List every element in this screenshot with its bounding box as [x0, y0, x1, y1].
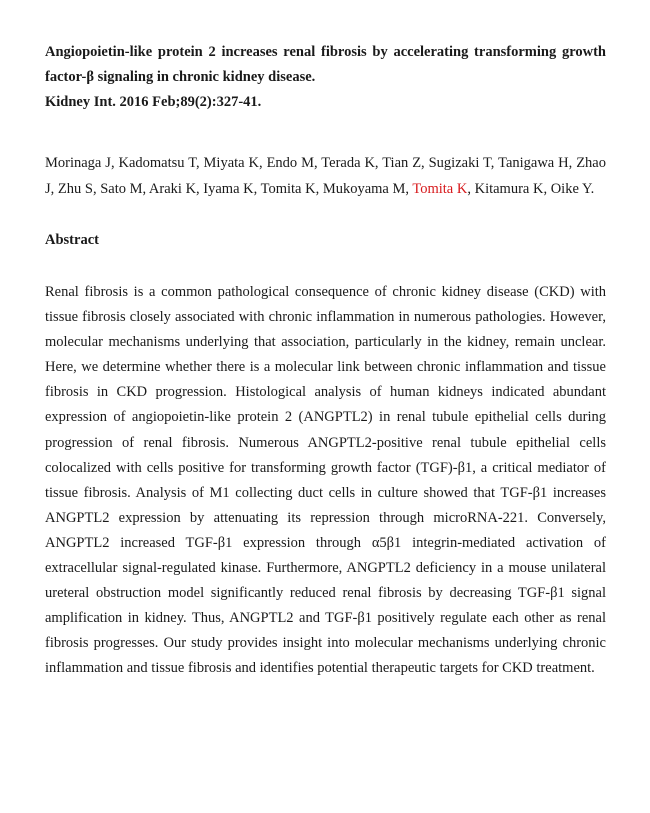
authors-text-before: Morinaga J, Kadomatsu T, Miyata K, Endo M, Terada K, Tian Z, Sugizaki T, Tanigawa H, Zhao J, Zhu S, Sato M, Araki K, Iyama K, Tomita K, Mukoyama M, [45, 155, 606, 197]
authors-text-after: , Kitamura K, Oike Y. [467, 181, 595, 197]
article-title: Angiopoietin-like protein 2 increases renal fibrosis by accelerating transforming growth factor-β signaling in chronic kidney disease. [45, 44, 606, 85]
highlighted-author: Tomita K [412, 181, 468, 197]
abstract-text: Renal fibrosis is a common pathological consequence of chronic kidney disease (CKD) with tissue fibrosis closely associated with chronic inflammation in numerous pathologies. However, molecular mechanisms underlying that association, particularly in the kidney, remain unclear. Here, we determine whether there is a molecular link between chronic inflammation and tissue fibrosis in CKD progression. Histological analysis of human kidneys indicated abundant expression of angiopoietin-like protein 2 (ANGPTL2) in renal tubule epithelial cells during progression of renal fibrosis. Numerous ANGPTL2-positive renal tubule epithelial cells colocalized with cells positive for transforming growth factor (TGF)-β1, a critical mediator of tissue fibrosis. Analysis of M1 collecting duct cells in culture showed that TGF-β1 increases ANGPTL2 expression by attenuating its repression through microRNA-221. Conversely, ANGPTL2 increased TGF-β1 expression through α5β1 integrin-mediated activation of extracellular signal-regulated kinase. Furthermore, ANGPTL2 deficiency in a mouse unilateral ureteral obstruction model significantly reduced renal fibrosis by decreasing TGF-β1 signal amplification in kidney. Thus, ANGPTL2 and TGF-β1 positively regulate each other as renal fibrosis progresses. Our study provides insight into molecular mechanisms underlying chronic inflammation and tissue fibrosis and identifies potential therapeutic targets for CKD treatment. [45, 284, 606, 677]
journal-citation: Kidney Int. 2016 Feb;89(2):327-41. [45, 94, 262, 110]
abstract-heading: Abstract [45, 232, 99, 248]
document-page [45, 40, 606, 682]
author-list [45, 150, 606, 202]
